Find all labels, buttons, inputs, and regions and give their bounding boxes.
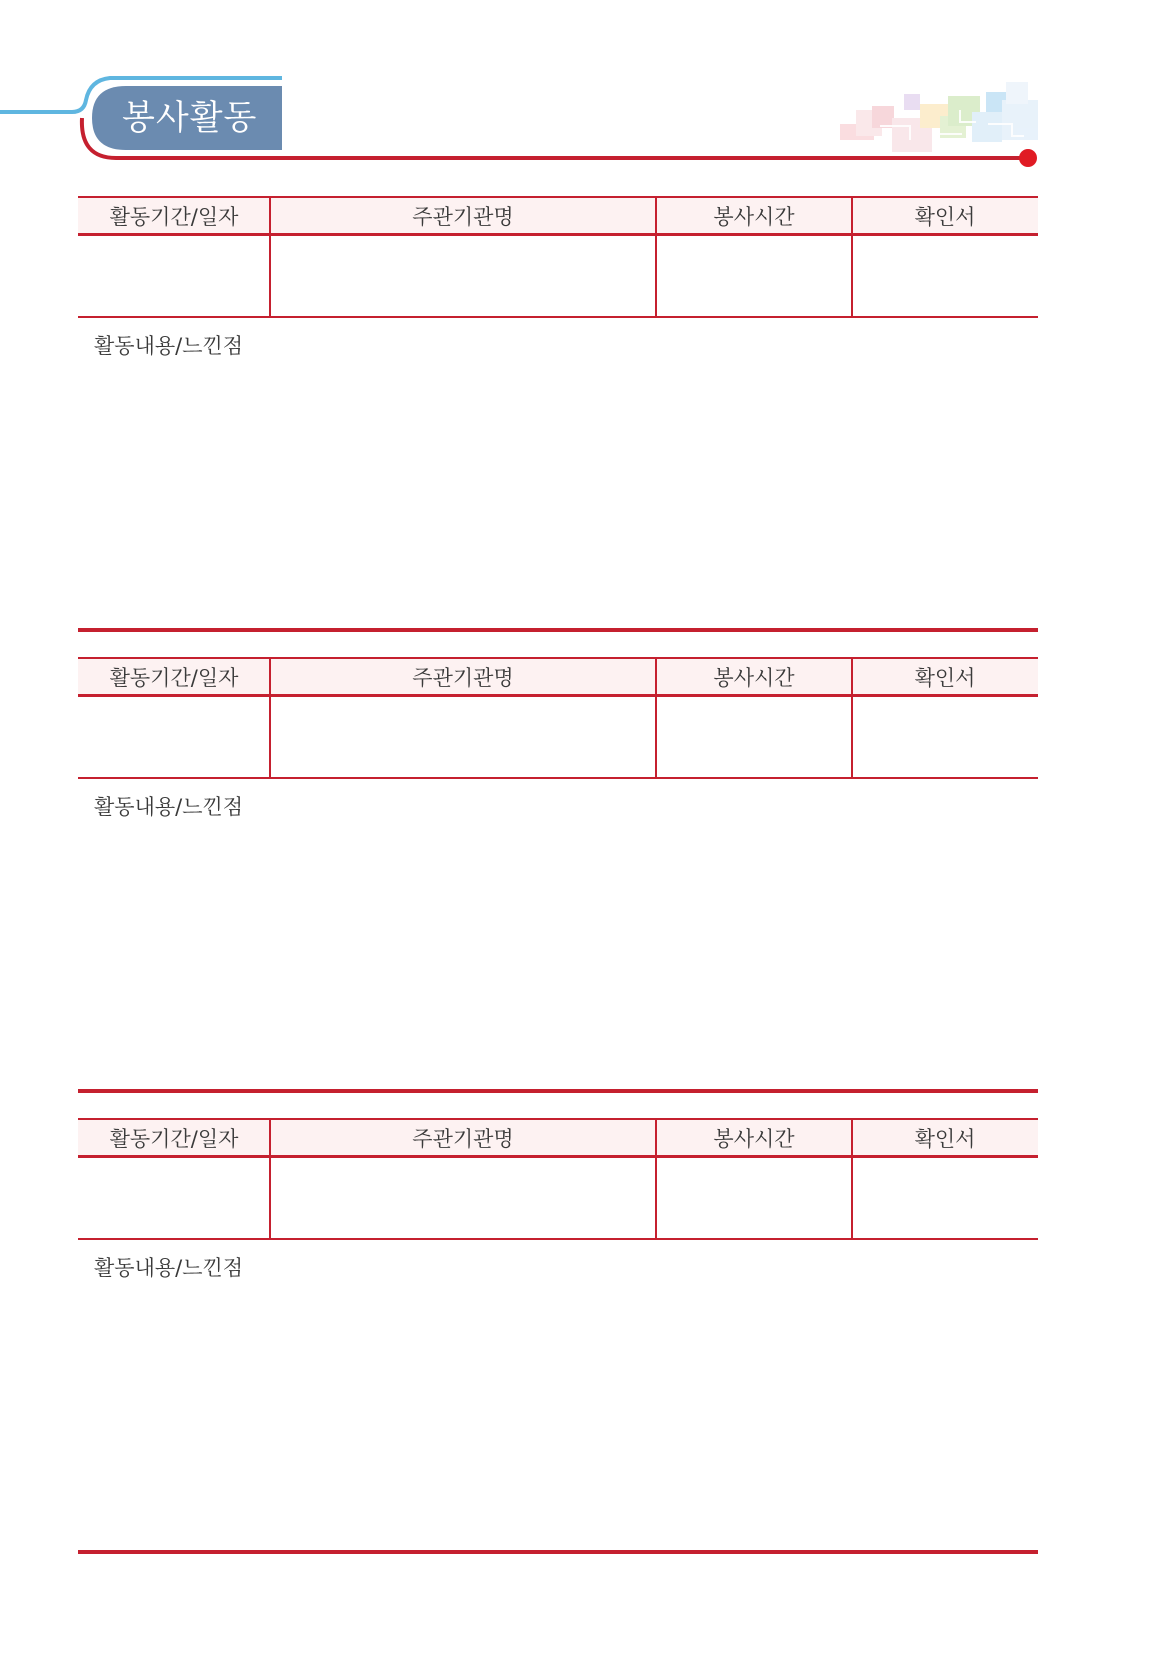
record-divider <box>78 1089 1038 1093</box>
header-hours: 봉사시간 <box>713 665 795 690</box>
content-field[interactable] <box>78 1288 1038 1546</box>
title-end-dot <box>1019 149 1037 167</box>
header-certificate: 확인서 <box>914 665 976 690</box>
record-table <box>78 196 1038 318</box>
header-period: 활동기간/일자 <box>109 665 239 690</box>
header-certificate: 확인서 <box>914 1126 976 1151</box>
certificate-field[interactable] <box>852 697 1038 777</box>
organization-field[interactable] <box>270 1158 656 1238</box>
column-divider <box>851 1118 853 1240</box>
column-divider <box>851 657 853 779</box>
page-header <box>0 0 1158 180</box>
content-label: 활동내용/느낀점 <box>94 795 244 819</box>
certificate-field[interactable] <box>852 236 1038 316</box>
header-organization: 주관기관명 <box>412 1126 514 1151</box>
record-divider <box>78 628 1038 632</box>
content-label: 활동내용/느낀점 <box>94 334 244 358</box>
organization-field[interactable] <box>270 236 656 316</box>
table-header-row <box>78 1118 1038 1158</box>
column-divider <box>851 196 853 318</box>
header-hours: 봉사시간 <box>713 1126 795 1151</box>
page-title: 봉사활동 <box>122 98 258 138</box>
hours-field[interactable] <box>656 236 852 316</box>
hours-field[interactable] <box>656 1158 852 1238</box>
column-divider <box>655 657 657 779</box>
header-decoration <box>0 0 1158 180</box>
record-table <box>78 1118 1038 1240</box>
hours-field[interactable] <box>656 697 852 777</box>
column-divider <box>655 196 657 318</box>
decorative-squares <box>840 82 1038 152</box>
header-hours: 봉사시간 <box>713 204 795 229</box>
activity-record-3 <box>78 1118 1038 1280</box>
header-period: 활동기간/일자 <box>109 204 239 229</box>
content-field[interactable] <box>78 827 1038 1085</box>
activity-record-1 <box>78 196 1038 358</box>
certificate-field[interactable] <box>852 1158 1038 1238</box>
column-divider <box>269 657 271 779</box>
column-divider <box>655 1118 657 1240</box>
header-certificate: 확인서 <box>914 204 976 229</box>
table-value-row <box>78 236 1038 318</box>
table-value-row <box>78 1158 1038 1240</box>
record-table <box>78 657 1038 779</box>
column-divider <box>269 1118 271 1240</box>
table-header-row <box>78 196 1038 236</box>
header-period: 활동기간/일자 <box>109 1126 239 1151</box>
table-header-row <box>78 657 1038 697</box>
organization-field[interactable] <box>270 697 656 777</box>
header-organization: 주관기관명 <box>412 204 514 229</box>
column-divider <box>269 196 271 318</box>
record-divider <box>78 1550 1038 1554</box>
content-field[interactable] <box>78 366 1038 624</box>
header-organization: 주관기관명 <box>412 665 514 690</box>
content-label: 활동내용/느낀점 <box>94 1256 244 1280</box>
period-field[interactable] <box>78 236 270 316</box>
activity-record-2 <box>78 657 1038 819</box>
period-field[interactable] <box>78 1158 270 1238</box>
table-value-row <box>78 697 1038 779</box>
period-field[interactable] <box>78 697 270 777</box>
